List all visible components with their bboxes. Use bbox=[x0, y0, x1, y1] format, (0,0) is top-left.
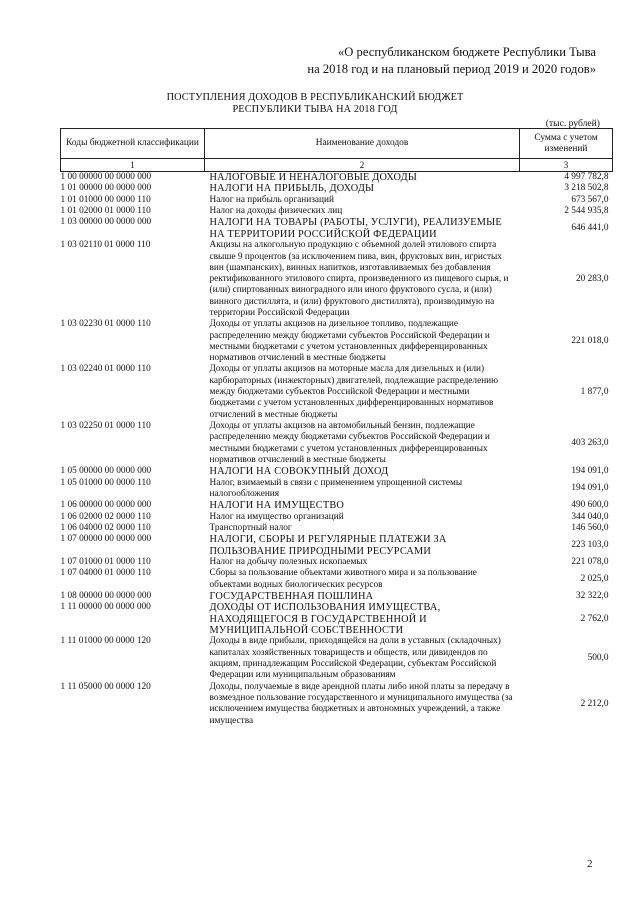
column-number-row bbox=[61, 159, 613, 172]
budget-code-cell: 1 03 02250 01 0000 110 bbox=[60, 420, 151, 431]
budget-code-cell: 1 05 01000 00 0000 110 bbox=[60, 477, 151, 488]
table-header-row bbox=[61, 129, 613, 159]
table-row bbox=[61, 500, 613, 511]
budget-code-cell: 1 00 00000 00 0000 000 bbox=[60, 172, 152, 182]
page-number: 2 bbox=[587, 858, 593, 870]
header-line-1: «О республиканском бюджете Республики Тыва bbox=[338, 45, 596, 59]
amount-cell: 194 091,0 bbox=[571, 466, 609, 477]
table-row bbox=[61, 557, 613, 568]
amount-cell: 646 441,0 bbox=[571, 223, 609, 234]
budget-code-cell: 1 07 01000 01 0000 110 bbox=[60, 556, 151, 567]
income-name-cell: Акцизы на алкогольную продукцию с объемной долей этилового спирта свыше 9 процентов (за исключением пива, вин, фруктовых вин, игристых вин (шампанских), винных напитков, изготавливаемых без добавления ректификованного этилового спирта, произведенного из пищевого сырья, и (или) спиртованных виноградного или иного фруктового сусла, и (или) винного дистиллята, и (или) фруктового дистиллята), производимую на территории Российской Федерации bbox=[209, 240, 509, 318]
amount-cell: 1 877,0 bbox=[580, 387, 609, 398]
income-name-cell: Доходы в виде прибыли, приходящейся на доли в уставных (складочных) капиталах хозяйственных товариществ и обществ, или дивидендов по акциям, принадлежащим Российской Федерации, субъектам Российской Федерации или муниципальным образованиям bbox=[209, 636, 501, 681]
table-row bbox=[61, 206, 613, 217]
income-name-cell: Доходы от уплаты акцизов на автомобильный бензин, подлежащие распределению между бюджетами субъектов Российской Федерации и местными бюджетами с учетом установленных дифференцированных нормативов отчислений в местные бюджеты bbox=[209, 420, 490, 465]
column-number: 3 bbox=[520, 159, 613, 172]
amount-cell: 344 040,0 bbox=[571, 511, 609, 522]
budget-code-cell: 1 03 02110 01 0000 110 bbox=[60, 240, 151, 251]
table-row bbox=[61, 195, 613, 206]
amount-cell: 2 212,0 bbox=[580, 698, 609, 709]
title-line-1: ПОСТУПЛЕНИЯ ДОХОДОВ В РЕСПУБЛИКАНСКИЙ БЮДЖЕТ bbox=[166, 92, 464, 103]
income-name-cell: Транспортный налог bbox=[209, 522, 292, 533]
income-name-cell: НАЛОГОВЫЕ И НЕНАЛОГОВЫЕ ДОХОДЫ bbox=[209, 172, 418, 183]
income-table bbox=[60, 128, 613, 727]
amount-cell: 32 322,0 bbox=[575, 590, 609, 601]
amount-cell: 221 078,0 bbox=[571, 556, 609, 567]
table-row bbox=[61, 172, 613, 184]
budget-code-cell: 1 11 05000 00 0000 120 bbox=[60, 681, 151, 692]
income-name-cell: НАЛОГИ НА ПРИБЫЛЬ, ДОХОДЫ bbox=[209, 183, 375, 195]
amount-cell: 500,0 bbox=[587, 653, 609, 664]
budget-code-cell: 1 06 00000 00 0000 000 bbox=[60, 500, 152, 511]
table-row bbox=[61, 319, 613, 364]
table-row bbox=[61, 183, 613, 194]
amount-cell: 4 997 782,8 bbox=[564, 172, 609, 183]
units-label: (тыс. рублей) bbox=[545, 118, 600, 129]
document-header bbox=[200, 44, 596, 78]
income-name-cell: Налог на имущество организаций bbox=[209, 511, 344, 522]
amount-cell: 223 103,0 bbox=[571, 539, 609, 550]
column-number: 2 bbox=[205, 159, 520, 172]
budget-code-cell: 1 05 00000 00 0000 000 bbox=[60, 466, 152, 477]
budget-code-cell: 1 06 04000 02 0000 110 bbox=[60, 522, 151, 533]
column-number: 1 bbox=[61, 159, 205, 172]
income-name-cell: Доходы от уплаты акцизов на дизельное топливо, подлежащие распределению между бюджетами субъектов Российской Федерации и местными бюджетами с учетом установленных дифференцированных нормативов отчислений в местные бюджеты bbox=[209, 319, 490, 364]
table-body bbox=[61, 172, 613, 727]
income-name-cell: Налог на добычу полезных ископаемых bbox=[209, 556, 368, 567]
table-row bbox=[61, 217, 613, 240]
amount-cell: 194 091,0 bbox=[571, 483, 609, 494]
amount-cell: 221 018,0 bbox=[571, 336, 609, 347]
table-row bbox=[61, 466, 613, 477]
income-name-cell: Доходы от уплаты акцизов на моторные масла для дизельных и (или) карбюраторных (инжекторных) двигателей, подлежащие распределению между бюджетами субъектов Российской Федерации и местными бюджетами с учетом установленных дифференцированных нормативов отчислений в местные бюджеты bbox=[209, 364, 499, 420]
header-codes: Коды бюджетной классификации bbox=[61, 129, 205, 159]
income-name-cell: НАЛОГИ НА СОВОКУПНЫЙ ДОХОД bbox=[209, 466, 389, 478]
amount-cell: 2 025,0 bbox=[580, 573, 609, 584]
amount-cell: 20 283,0 bbox=[575, 274, 609, 285]
budget-code-cell: 1 01 00000 00 0000 000 bbox=[60, 183, 152, 194]
amount-cell: 490 600,0 bbox=[571, 500, 609, 511]
table-row bbox=[61, 421, 613, 466]
amount-cell: 673 567,0 bbox=[571, 194, 609, 205]
table-row bbox=[61, 534, 613, 557]
table-row bbox=[61, 602, 613, 636]
amount-cell: 403 263,0 bbox=[571, 437, 609, 448]
header-amount: Сумма с учетом изменений bbox=[520, 129, 613, 159]
budget-code-cell: 1 03 02230 01 0000 110 bbox=[60, 319, 151, 330]
amount-cell: 146 560,0 bbox=[571, 522, 609, 533]
table-row bbox=[61, 478, 613, 501]
table-row bbox=[61, 512, 613, 523]
income-name-cell: НАЛОГИ НА ТОВАРЫ (РАБОТЫ, УСЛУГИ), РЕАЛИЗУЕМЫЕ НА ТЕРРИТОРИИ РОССИЙСКОЙ ФЕДЕРАЦИИ bbox=[209, 217, 502, 240]
income-name-cell: Налог на прибыль организаций bbox=[209, 194, 334, 205]
budget-code-cell: 1 01 02000 01 0000 110 bbox=[60, 206, 151, 217]
income-name-cell: Доходы, получаемые в виде арендной платы либо иной платы за передачу в возмездное пользование государственного и муниципального имущества (за исключением имущества бюджетных и автономных учреждений, а также имущества bbox=[209, 681, 513, 726]
budget-code-cell: 1 07 00000 00 0000 000 bbox=[60, 534, 152, 545]
header-name: Наименование доходов bbox=[205, 129, 520, 159]
table-row bbox=[61, 364, 613, 420]
budget-code-cell: 1 11 01000 00 0000 120 bbox=[60, 636, 151, 647]
table-row bbox=[61, 523, 613, 534]
income-name-cell: Налог, взимаемый в связи с применением упрощенной системы налогообложения bbox=[209, 477, 463, 499]
income-name-cell: Сборы за пользование объектами животного мира и за пользование объектами водных биологических ресурсов bbox=[209, 568, 477, 590]
income-name-cell: НАЛОГИ НА ИМУЩЕСТВО bbox=[209, 500, 345, 512]
table-row bbox=[61, 240, 613, 319]
budget-code-cell: 1 03 00000 00 0000 000 bbox=[60, 217, 152, 228]
document-title bbox=[60, 92, 570, 116]
table-row bbox=[61, 591, 613, 602]
budget-code-cell: 1 01 01000 00 0000 110 bbox=[60, 194, 151, 205]
amount-cell: 2 762,0 bbox=[580, 613, 609, 624]
income-name-cell: НАЛОГИ, СБОРЫ И РЕГУЛЯРНЫЕ ПЛАТЕЖИ ЗА ПОЛЬЗОВАНИЕ ПРИРОДНЫМИ РЕСУРСАМИ bbox=[209, 534, 447, 557]
table-row bbox=[61, 568, 613, 591]
budget-code-cell: 1 06 02000 02 0000 110 bbox=[60, 511, 151, 522]
budget-code-cell: 1 11 00000 00 0000 000 bbox=[60, 602, 151, 613]
table-row bbox=[61, 682, 613, 727]
table-row bbox=[61, 636, 613, 681]
income-name-cell: Налог на доходы физических лиц bbox=[209, 206, 343, 217]
header-line-2: на 2018 год и на плановый период 2019 и 2020 годов» bbox=[307, 62, 596, 76]
title-line-2: РЕСПУБЛИКИ ТЫВА НА 2018 ГОД bbox=[232, 104, 398, 115]
budget-code-cell: 1 07 04000 01 0000 110 bbox=[60, 568, 151, 579]
amount-cell: 2 544 935,8 bbox=[564, 206, 609, 217]
amount-cell: 3 218 502,8 bbox=[564, 183, 609, 194]
budget-code-cell: 1 08 00000 00 0000 000 bbox=[60, 590, 152, 601]
income-name-cell: ГОСУДАРСТВЕННАЯ ПОШЛИНА bbox=[209, 590, 374, 602]
income-name-cell: ДОХОДЫ ОТ ИСПОЛЬЗОВАНИЯ ИМУЩЕСТВА, НАХОДЯЩЕГОСЯ В ГОСУДАРСТВЕННОЙ И МУНИЦИПАЛЬНОЙ СОБСТВЕННОСТИ bbox=[209, 602, 441, 637]
budget-code-cell: 1 03 02240 01 0000 110 bbox=[60, 364, 151, 375]
